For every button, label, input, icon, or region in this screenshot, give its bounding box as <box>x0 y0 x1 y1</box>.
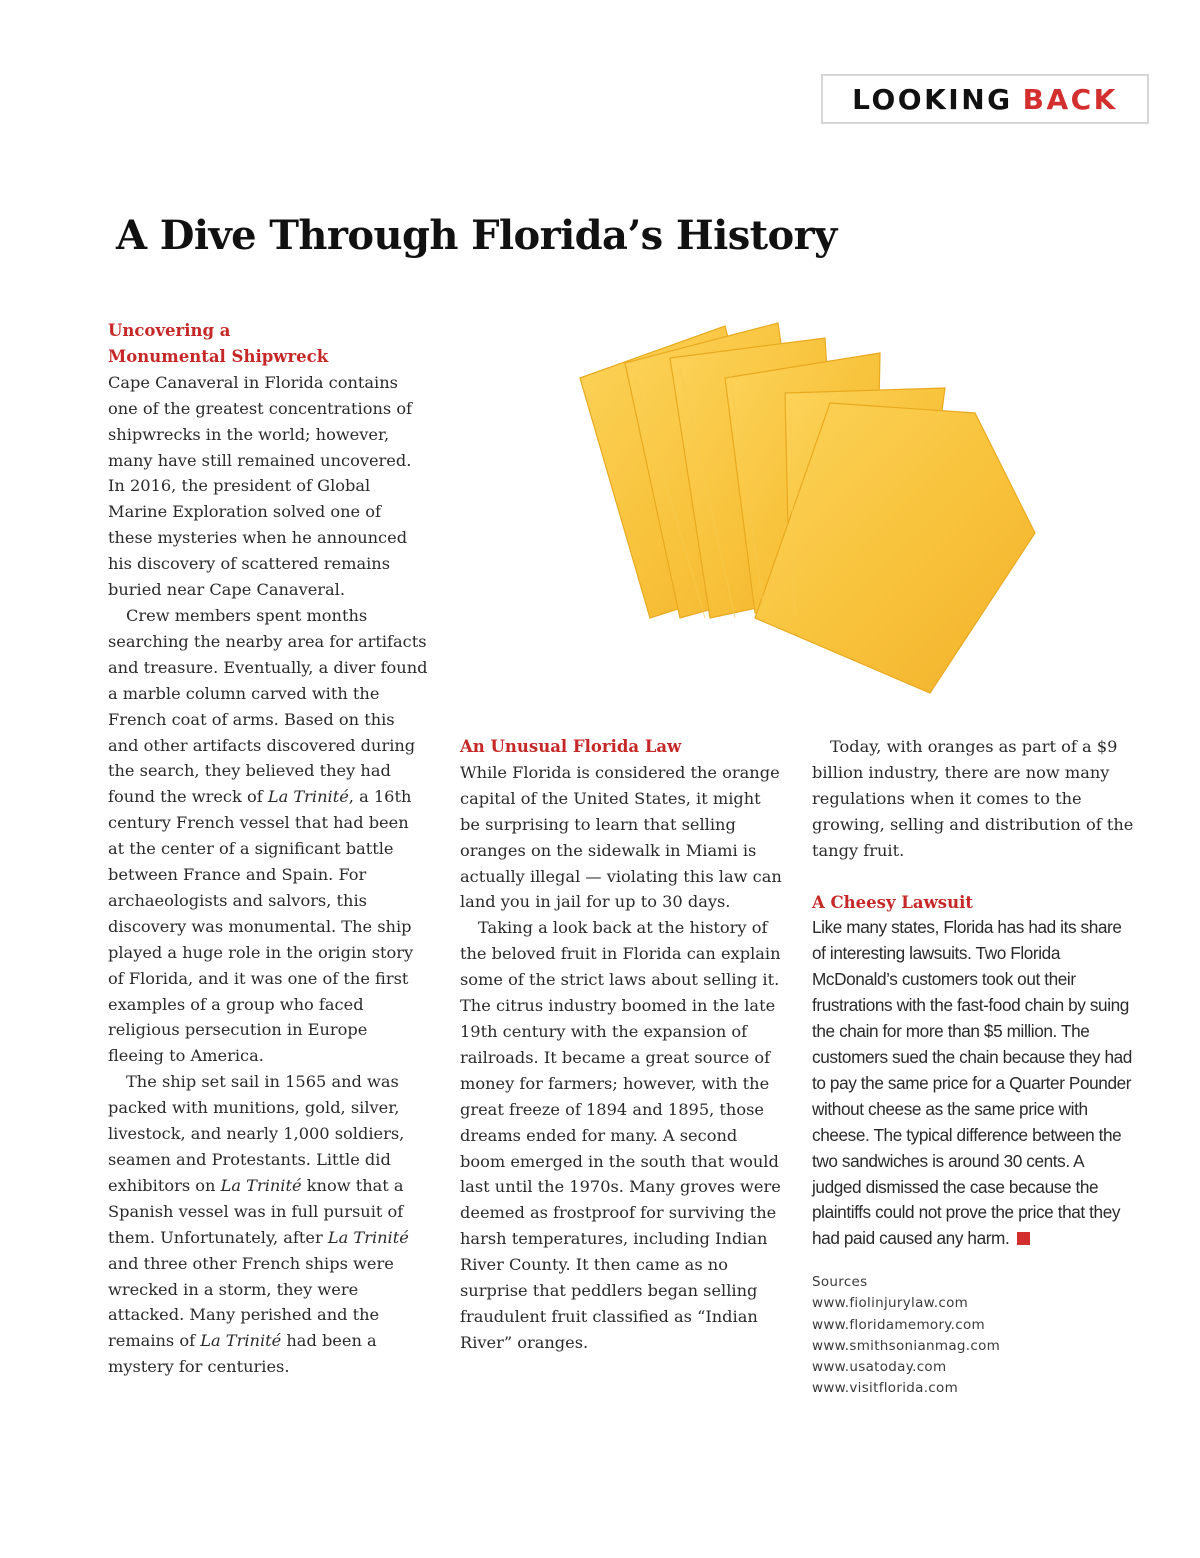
lawsuit-paragraph: Like many states, Florida has had its share of interesting lawsuits. Two Florida McDonald’s customers took out their frustrations with the fast-food chain by suing the chain for more than $5 million. The customers sued the chain because they had to pay the same price for a Quarter Pounder without cheese as the same price with cheese. The typical difference between the two sandwiches is around 30 cents. A judged dismissed the case because the plaintiffs could not prove the price that they had paid caused any harm. <box>812 917 1132 1249</box>
law-paragraph-2: Taking a look back at the history of the beloved fruit in Florida can explain some of the strict laws about selling it. The citrus industry boomed in the late 19th century with the expansion of railroads. It became a great source of money for farmers; however, with the great freeze of 1894 and 1895, those dreams ended for many. A second boom emerged in the south that would last until the 1970s. Many groves were deemed as frostproof for surviving the harsh temperatures, including Indian River County. It then came as no surprise that peddlers began selling fraudulent fruit classified as “Indian River” oranges. <box>460 918 781 1352</box>
shipwreck-heading-line1: Uncovering a <box>108 321 231 340</box>
law-paragraph-3: Today, with oranges as part of a $9 billion industry, there are now many regulations when it comes to the growing, selling and distribution of the tangy fruit. <box>812 737 1134 860</box>
shipwreck-paragraph-1: Cape Canaveral in Florida contains one of the greatest concentrations of shipwrecks in the world; however, many have still remained uncovered. In 2016, the president of Global Marine Exploration solved one of these mysteries when he announced his discovery of scattered remains buried near Cape Canaveral. <box>108 372 413 600</box>
column-lawsuit <box>812 734 1134 1399</box>
sources-list <box>812 1272 1134 1399</box>
sources-label: Sources <box>812 1274 868 1291</box>
end-mark-square <box>1017 1232 1030 1245</box>
column-law <box>460 734 782 1356</box>
source-item: www.smithsonianmag.com <box>812 1337 1001 1354</box>
section-tag-word2: BACK <box>1022 82 1118 116</box>
law-heading: An Unusual Florida Law <box>460 737 682 756</box>
shipwreck-paragraph-2: Crew members spent months searching the nearby area for artifacts and treasure. Eventually, a diver found a marble column carved with the French coat of arms. Based on this and other artifacts discovered during the search, they believed they had found the wreck of La Trinité, a 16th century French vessel that had been at the center of a significant battle between France and Spain. For archaeologists and salvors, this discovery was monumental. The ship played a huge role in the origin story of Florida, and it was one of the first examples of a group who faced religious persecution in Europe fleeing to America. <box>108 605 428 1066</box>
shipwreck-heading-line2: Monumental Shipwreck <box>108 346 329 366</box>
section-tag <box>821 74 1149 124</box>
source-item: www.floridamemory.com <box>812 1316 985 1333</box>
shipwreck-paragraph-3: The ship set sail in 1565 and was packed with munitions, gold, silver, livestock, and nearly 1,000 soldiers, seamen and Protestants. Little did exhibitors on La Trinité know that a Spanish vessel was in full pursuit of them. Unfortunately, after La Trinité and three other French ships were wrecked in a storm, they were attacked. Many perished and the remains of La Trinité had been a mystery for centuries. <box>108 1072 409 1377</box>
article-title: A Dive Through Florida’s History <box>116 212 837 259</box>
section-tag-word1: LOOKING <box>852 82 1013 116</box>
source-item: www.usatoday.com <box>812 1359 947 1376</box>
law-paragraph-1: While Florida is considered the orange capital of the United States, it might be surprising to learn that selling oranges on the sidewalk in Miami is actually illegal — violating this law can land you in jail for up to 30 days. <box>460 762 782 912</box>
source-item: www.fiolinjurylaw.com <box>812 1295 969 1312</box>
column-shipwreck <box>108 318 428 1380</box>
source-item: www.visitflorida.com <box>812 1380 959 1397</box>
cheese-slices-image <box>540 318 1050 698</box>
lawsuit-heading: A Cheesy Lawsuit <box>812 892 973 912</box>
